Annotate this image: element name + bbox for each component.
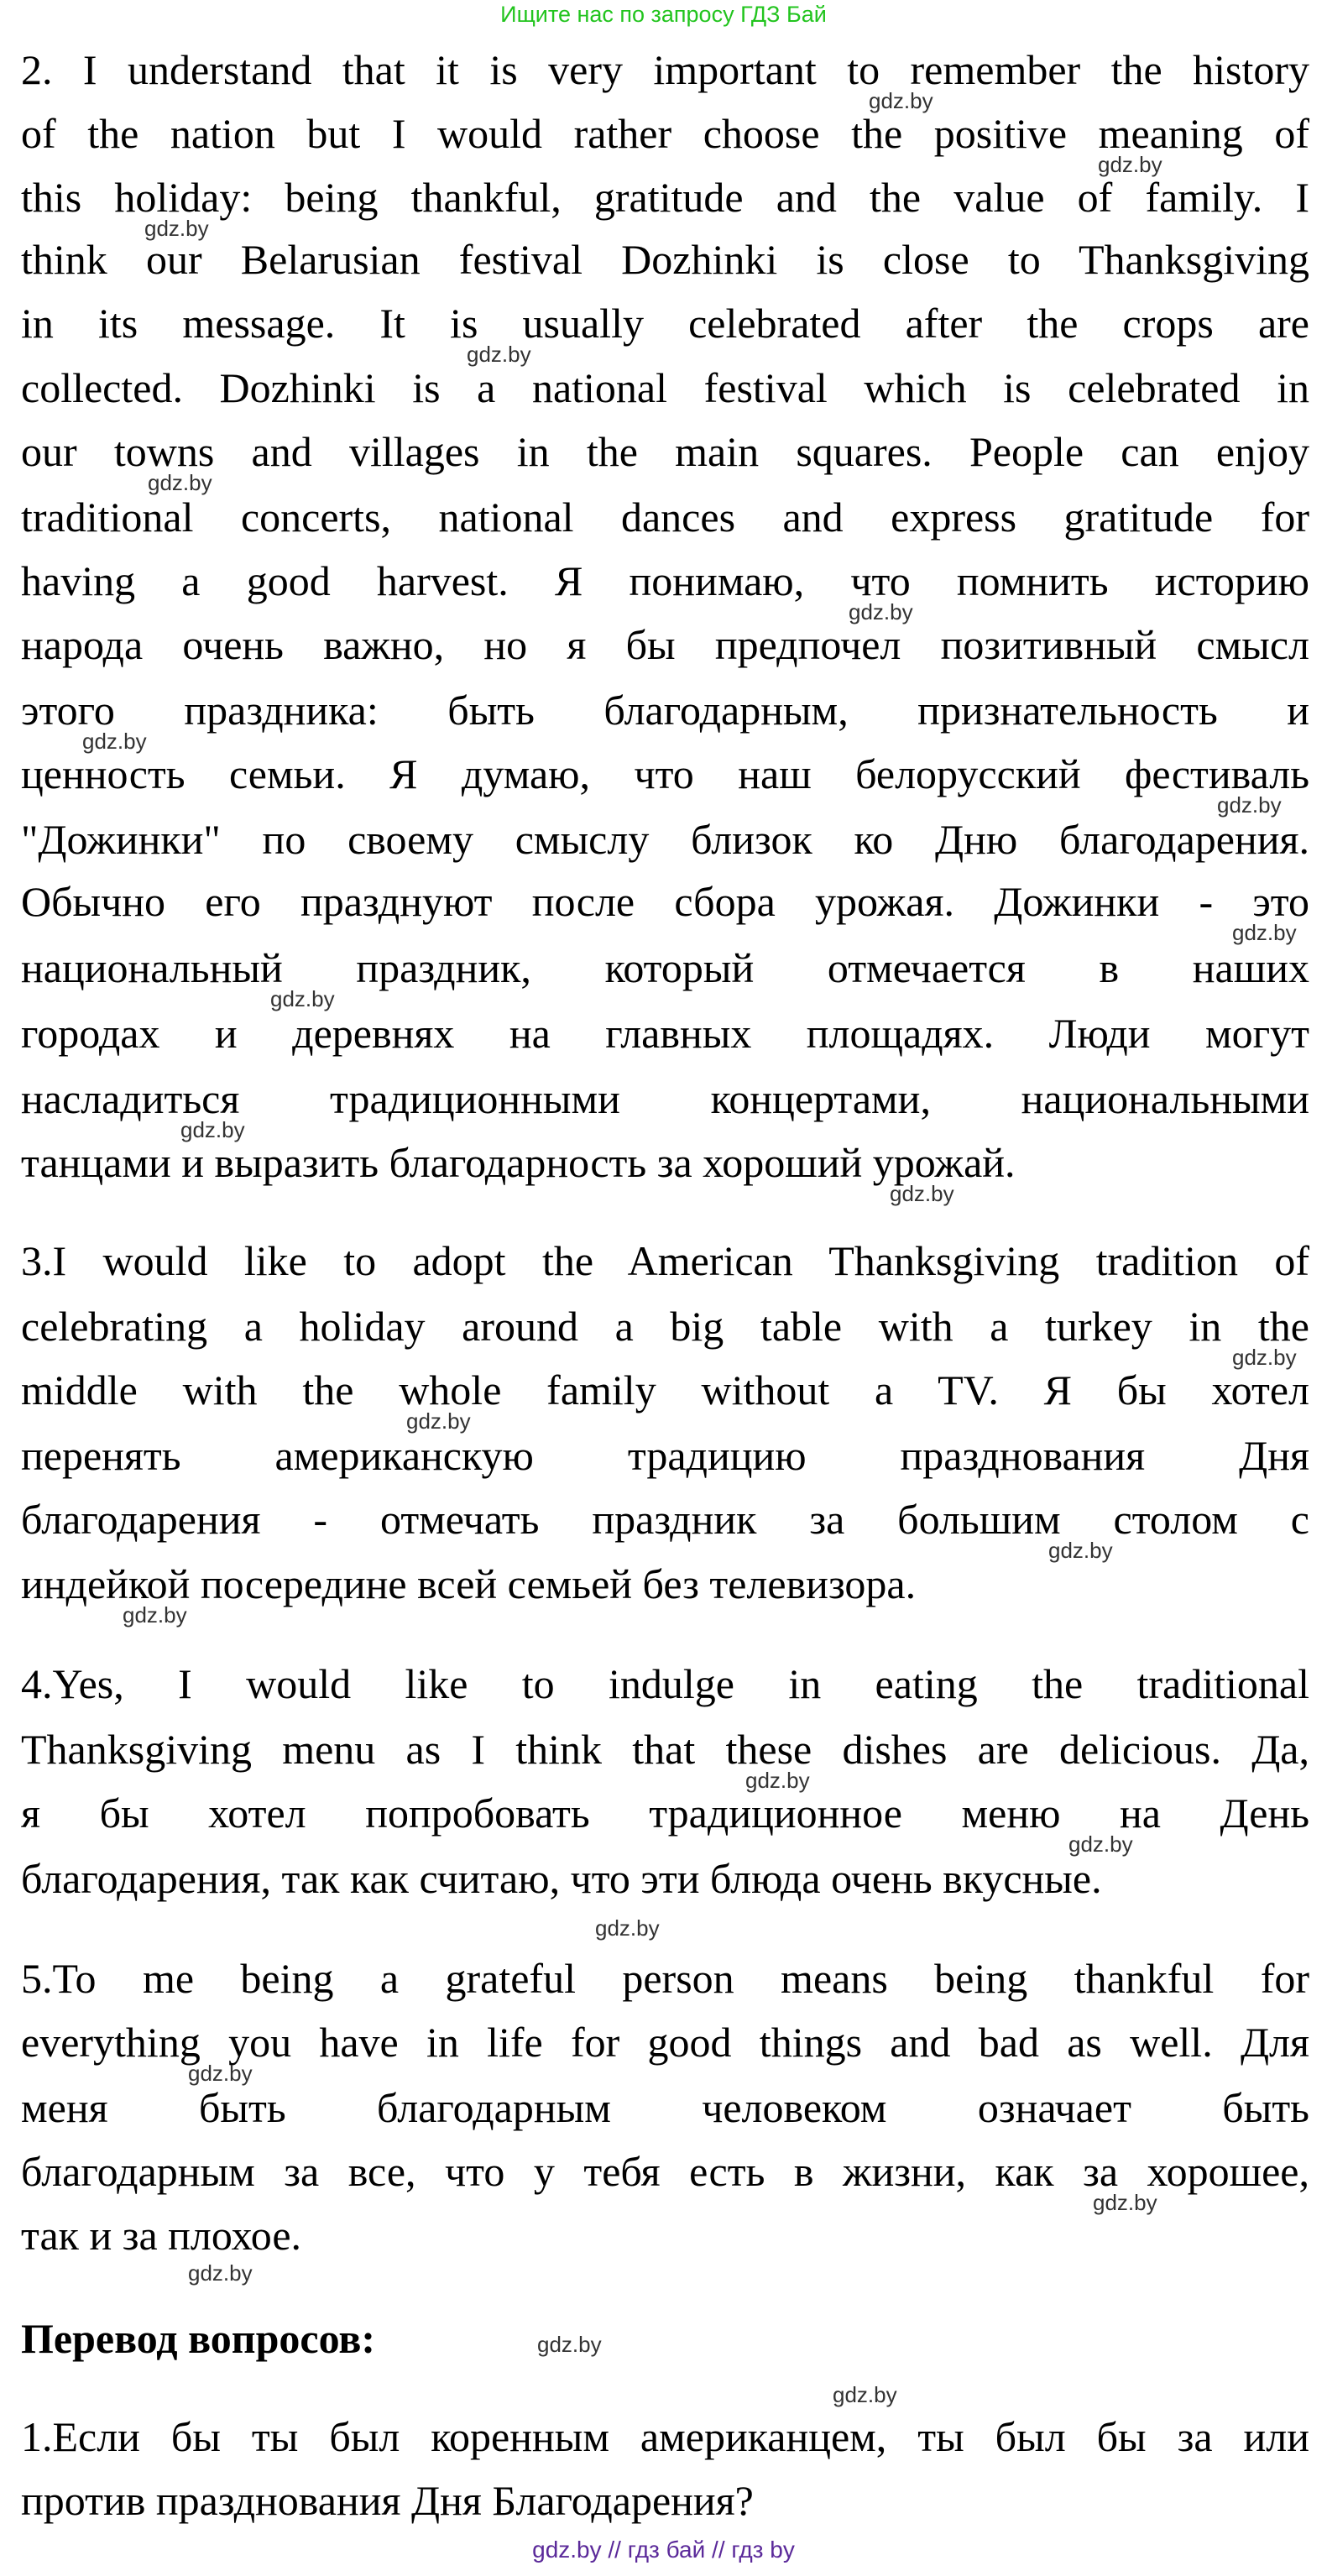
text-line: Thanksgiving menu as I think that these dishes are delicious. Да,: [21, 1726, 1309, 1773]
text-line: меня быть благодарным человеком означает быть: [21, 2084, 1309, 2131]
watermark: gdz.by: [1098, 152, 1162, 177]
text-line: индейкой посередине всей семьей без телевизора.: [21, 1560, 917, 1607]
text-line: против празднования Дня Благодарения?: [21, 2477, 754, 2524]
watermark: gdz.by: [123, 1602, 187, 1628]
watermark: gdz.by: [1068, 1831, 1133, 1857]
text-line: благодарным за все, что у тебя есть в жизни, как за хорошее,: [21, 2148, 1309, 2195]
text-line: traditional concerts, national dances and express gratitude for: [21, 494, 1309, 541]
text-line: 5.To me being a grateful person means being thankful for: [21, 1955, 1309, 2002]
text-line: благодарения, так как считаю, что эти блюда очень вкусные.: [21, 1855, 1102, 1902]
text-line: национальный праздник, который отмечается в наших: [21, 944, 1309, 991]
text-line: think our Belarusian festival Dozhinki is close to Thanksgiving: [21, 236, 1309, 283]
text-line: я бы хотел попробовать традиционное меню на День: [21, 1790, 1309, 1837]
watermark: gdz.by: [595, 1915, 660, 1941]
watermark: gdz.by: [148, 470, 212, 495]
watermark: gdz.by: [1048, 1538, 1113, 1563]
text-line: танцами и выразить благодарность за хороший урожай.: [21, 1139, 1016, 1186]
watermark: gdz.by: [869, 88, 933, 113]
watermark: gdz.by: [1232, 920, 1297, 945]
watermark: gdz.by: [745, 1768, 810, 1793]
text-line: this holiday: being thankful, gratitude and the value of family. I: [21, 174, 1309, 221]
text-line: перенять американскую традицию празднования Дня: [21, 1432, 1309, 1479]
text-line: 2. I understand that it is very important to remember the history: [21, 46, 1309, 93]
text-line: celebrating a holiday around a big table with a turkey in the: [21, 1303, 1309, 1350]
watermark: gdz.by: [188, 2061, 253, 2086]
footer-links[interactable]: gdz.by // гдз бай // гдз by: [532, 2537, 795, 2563]
text-line: having a good harvest. Я понимаю, что помнить историю: [21, 557, 1309, 604]
text-line: благодарения - отмечать праздник за большим столом с: [21, 1496, 1309, 1543]
watermark: gdz.by: [537, 2332, 602, 2357]
section-heading: Перевод вопросов:: [21, 2315, 375, 2362]
site-banner[interactable]: Ищите нас по запросу ГДЗ Бай: [500, 2, 827, 27]
watermark: gdz.by: [1217, 792, 1282, 818]
watermark: gdz.by: [144, 216, 209, 241]
text-line: our towns and villages in the main squares. People can enjoy: [21, 428, 1309, 475]
watermark: gdz.by: [890, 1181, 954, 1206]
text-line: collected. Dozhinki is a national festival which is celebrated in: [21, 364, 1309, 411]
watermark: gdz.by: [270, 986, 335, 1011]
watermark: gdz.by: [849, 599, 913, 624]
text-line: "Дожинки" по своему смыслу близок ко Дню благодарения.: [21, 816, 1309, 863]
watermark: gdz.by: [1232, 1345, 1297, 1370]
text-line: ценность семьи. Я думаю, что наш белорусский фестиваль: [21, 750, 1309, 797]
watermark: gdz.by: [188, 2260, 253, 2286]
text-line: 3.I would like to adopt the American Thanksgiving tradition of: [21, 1237, 1309, 1284]
text-line: of the nation but I would rather choose the positive meaning of: [21, 110, 1309, 157]
text-line: насладиться традиционными концертами, национальными: [21, 1075, 1309, 1122]
text-line: middle with the whole family without a TV. Я бы хотел: [21, 1366, 1309, 1413]
text-line: народа очень важно, но я бы предпочел позитивный смысл: [21, 621, 1309, 668]
text-line: городах и деревнях на главных площадях. Люди могут: [21, 1010, 1309, 1057]
watermark: gdz.by: [833, 2382, 897, 2407]
text-line: everything you have in life for good things and bad as well. Для: [21, 2019, 1309, 2066]
text-line: in its message. It is usually celebrated after the crops are: [21, 300, 1309, 347]
text-line: этого праздника: быть благодарным, признательность и: [21, 687, 1309, 734]
text-line: Обычно его празднуют после сбора урожая. Дожинки - это: [21, 878, 1309, 925]
text-line: так и за плохое.: [21, 2212, 302, 2259]
watermark: gdz.by: [180, 1117, 245, 1142]
text-line: 1.Если бы ты был коренным американцем, ты был бы за или: [21, 2413, 1309, 2460]
watermark: gdz.by: [1093, 2190, 1157, 2215]
text-line: 4.Yes, I would like to indulge in eating the traditional: [21, 1660, 1309, 1707]
watermark: gdz.by: [82, 729, 147, 754]
watermark: gdz.by: [467, 342, 531, 367]
watermark: gdz.by: [406, 1408, 471, 1434]
